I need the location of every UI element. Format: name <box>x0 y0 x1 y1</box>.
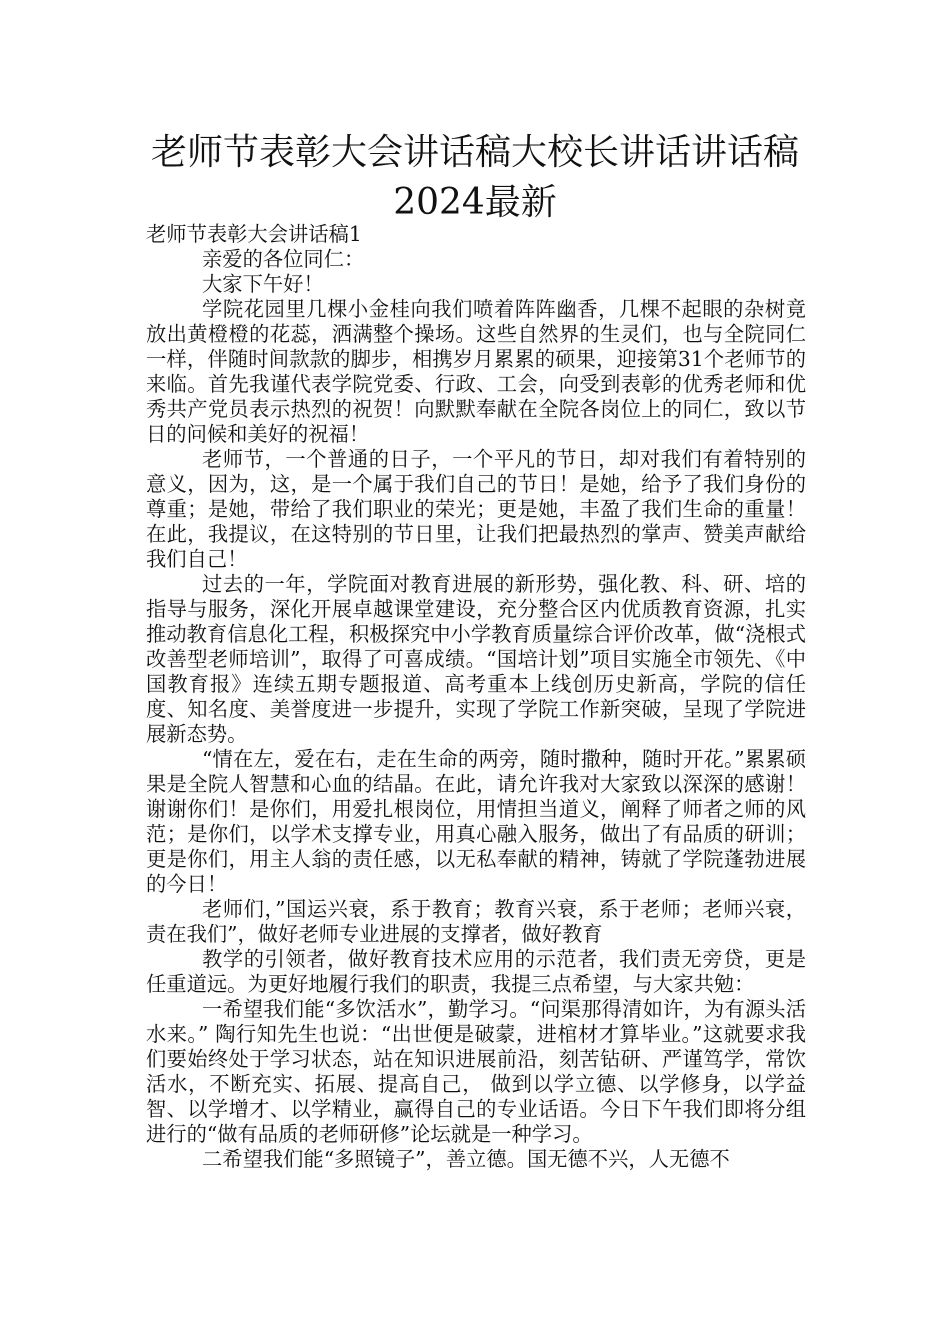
paragraph-2: 老师节，一个普通的日子，一个平凡的节日，却对我们有着特别的意义，因为，这，是一个属于我们自己的节日！是她，给予了我们身份的尊重；是她，带给了我们职业的荣光；更是她，丰盈了我们生命的重量！在此，我提议，在这特别的节日里，让我们把最热烈的掌声、赞美声献给我们自己！ <box>146 447 806 571</box>
paragraph-4: “情在左，爱在右，走在生命的两旁，随时撒种，随时开花。”累累硕果是全院人智慧和心血的结晶。在此，请允许我对大家致以深深的感谢！谢谢你们！是你们，用爱扎根岗位，用情担当道义，阐释了师者之师的风范；是你们，以学术支撑专业，用真心融入服务，做出了有品质的研训；更是你们，用主人翁的责任感，以无私奉献的精神，铸就了学院蓬勃进展的今日！ <box>146 747 806 896</box>
paragraph-7: 一希望我们能“多饮活水”，勤学习。“问渠那得清如许，为有源头活水来。” 陶行知先生也说：“出世便是破蒙，进棺材才算毕业。”这就要求我们要始终处于学习状态，站在知识进展前沿，刻苦钻研、严谨笃学，常饮活水，不断充实、拓展、提高自己， 做到以学立德、以学修身，以学益智、以学增才、以学精业，赢得自己的专业话语。今日下午我们即将分组进行的“做有品质的老师研修”论坛就是一种学习。 <box>146 997 806 1146</box>
section-subtitle: 老师节表彰大会讲话稿1 <box>146 222 362 246</box>
paragraph-1: 学院花园里几棵小金桂向我们喷着阵阵幽香，几棵不起眼的杂树竟放出黄橙橙的花蕊，洒满整个操场。这些自然界的生灵们，也与全院同仁一样，伴随时间款款的脚步，相携岁月累累的硕果，迎接第31个老师节的来临。首先我谨代表学院党委、行政、工会，向受到表彰的优秀老师和优秀共产党员表示热烈的祝贺！向默默奉献在全院各岗位上的同仁，致以节日的问候和美好的祝福！ <box>146 297 806 446</box>
paragraph-greeting: 大家下午好！ <box>202 272 324 296</box>
paragraph-8: 二希望我们能“多照镜子”，善立德。国无德不兴，人无德不 <box>202 1147 730 1171</box>
paragraph-6: 教学的引领者，做好教育技术应用的示范者，我们责无旁贷，更是任重道远。为更好地履行我们的职责，我提三点希望，与大家共勉： <box>146 947 806 996</box>
document-title-line-1: 老师节表彰大会讲话稿大校长讲话讲话稿 <box>150 132 799 173</box>
paragraph-salutation: 亲爱的各位同仁： <box>202 247 365 271</box>
document-body <box>146 222 806 1172</box>
paragraph-3: 过去的一年，学院面对教育进展的新形势，强化教、科、研、培的指导与服务，深化开展卓越课堂建设，充分整合区内优质教育资源，扎实推动教育信息化工程，积极探究中小学教育质量综合评价改革，做“浇根式改善型老师培训”，取得了可喜成绩。“国培计划”项目实施全市领先、《中国教育报》连续五期专题报道、高考重本上线创历史新高，学院的信任度、知名度、美誉度进一步提升，实现了学院工作新突破，呈现了学院进展新态势。 <box>146 572 806 746</box>
paragraph-5: 老师们，”国运兴衰，系于教育；教育兴衰，系于老师；老师兴衰，责在我们”，做好老师专业进展的支撑者，做好教育 <box>146 897 806 946</box>
document-title-line-2: 2024最新 <box>393 182 557 223</box>
